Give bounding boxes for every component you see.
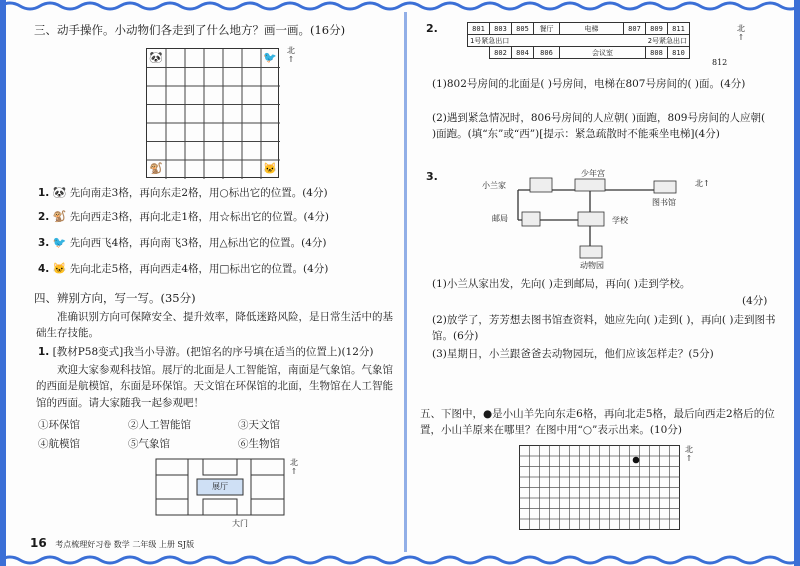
- cat-small-icon: 🐱: [52, 262, 67, 275]
- goat-position-dot: [633, 457, 640, 464]
- question-2-number: 2.: [426, 22, 438, 35]
- option-5: ⑤气象馆: [128, 438, 170, 451]
- library-label: 图书馆: [652, 198, 676, 207]
- zoo-building: [580, 246, 602, 258]
- right-edge-band: [794, 0, 800, 566]
- room-elevator: 电梯: [560, 23, 624, 35]
- q2-number: 2.: [38, 211, 50, 223]
- north-label-rooms: 北: [737, 24, 745, 33]
- question-4-1: [38, 344, 398, 360]
- q4-1-paragraph: 欢迎大家参观科技馆。展厅的北面是人工智能馆，南面是气象馆。气象馆的西面是航模馆，东面是环保馆。天文馆在环保馆的北面，生物馆在人工智能馆的西面。请大家随我一起参观吧！: [36, 364, 393, 409]
- exit-2-label: 2号紧急出口: [647, 36, 687, 45]
- room-807: 807: [624, 23, 646, 35]
- corridor: [468, 35, 690, 47]
- question-3-2: [38, 208, 329, 225]
- north-label-goat: 北: [685, 445, 693, 454]
- zoo-label: 动物园: [580, 261, 604, 270]
- room-812-label: 812: [712, 58, 728, 67]
- north-arrow-rooms-icon: ↑: [737, 33, 745, 42]
- north-label: 北: [287, 46, 295, 55]
- option-list: [38, 417, 378, 453]
- monkey-small-icon: 🐒: [52, 210, 67, 223]
- left-edge-band: [0, 0, 6, 566]
- section4-intro: 准确识别方向可保障安全、提升效率，降低迷路风险，是日常生活中的基础生存技能。: [36, 311, 393, 340]
- north-indicator-museum: [290, 458, 298, 476]
- north-arrow-icon: ↑: [287, 55, 295, 64]
- rooms-top-row: [468, 23, 690, 35]
- north-indicator-left: [287, 46, 295, 64]
- north-indicator-goat: [685, 445, 693, 463]
- north-label-map: 北: [695, 179, 703, 188]
- palace-label: 少年宫: [581, 169, 605, 178]
- q3-1: (1)小兰从家出发，先向( )走到邮局，再向( )走到学校。: [432, 278, 691, 290]
- panda-small-icon: 🐼: [52, 186, 67, 199]
- room-806: 806: [534, 47, 560, 59]
- q1-text: 先向南走3格，再向东走2格，用○标出它的位置。(4分): [69, 187, 328, 199]
- q2-text: 先向西走3格，再向北走1格，用☆标出它的位置。(4分): [69, 211, 329, 223]
- library-building: [654, 181, 676, 193]
- q4-number: 4.: [38, 263, 50, 275]
- page-spine: [404, 12, 407, 552]
- animal-grid-lines: [147, 49, 280, 179]
- option-1: ①环保馆: [38, 419, 80, 431]
- monkey-icon: 🐒: [149, 162, 163, 175]
- room-802: 802: [490, 47, 512, 59]
- hall-label: 展厅: [212, 482, 228, 491]
- option-3: ③天文馆: [238, 419, 280, 431]
- post-label: 邮局: [492, 214, 508, 223]
- option-4: ④航模馆: [38, 438, 80, 451]
- q3-text: 先向西飞4格，再向南飞3格，用△标出它的位置。(4分): [69, 237, 327, 249]
- room-804: 804: [512, 47, 534, 59]
- section3-title: 三、动手操作。小动物们各走到了什么地方？画一画。(16分): [34, 23, 346, 37]
- north-arrow-goat-icon: ↑: [685, 454, 693, 463]
- animal-grid[interactable]: [146, 48, 279, 178]
- north-label-museum: 北: [290, 458, 298, 467]
- exit-1-label: 1号紧急出口: [470, 36, 510, 45]
- room-blank: [468, 47, 490, 59]
- footer-text: 考点梳理好习卷 数学 二年级 上册 SJ版: [55, 540, 195, 549]
- north-arrow-map-icon: ↑: [703, 179, 710, 188]
- school-label: 学校: [612, 216, 628, 225]
- room-810: 810: [668, 47, 690, 59]
- cat-icon: 🐱: [263, 162, 277, 175]
- home-building: [530, 178, 552, 192]
- q4-1-number: 1.: [38, 346, 50, 358]
- room-808: 808: [646, 47, 668, 59]
- room-restaurant: 餐厅: [534, 23, 560, 35]
- room-803: 803: [490, 23, 512, 35]
- question-3-4: [38, 260, 328, 277]
- question-3-3: [38, 234, 327, 251]
- north-indicator-rooms: [737, 24, 745, 42]
- q3-2: (2)放学了，芳芳想去图书馆查资料，她应先向( )走到( )，再向( )走到图书馆。(6分): [432, 314, 776, 343]
- option-2: ②人工智能馆: [128, 419, 191, 431]
- room-801: 801: [468, 23, 490, 35]
- corridor-row: [468, 35, 690, 47]
- bird-icon: 🐦: [263, 51, 277, 64]
- section5-text: 五、下图中，●是小山羊先向东走6格，再向北走5格，最后向西走2格后的位置，小山羊原来在哪里？在图中用“○”表示出来。(10分): [420, 408, 775, 437]
- bottom-wave-border: [0, 554, 800, 566]
- page-footer: [30, 536, 194, 550]
- top-wave-border: [0, 0, 800, 12]
- north-indicator-map: [695, 178, 710, 189]
- school-building: [578, 212, 604, 226]
- q3-3: (3)星期日，小兰跟爸爸去动物园玩，他们应该怎样走？(5分): [432, 348, 714, 360]
- room-809: 809: [646, 23, 668, 35]
- q2-2: (2)遇到紧急情况时，806号房间的人应朝( )面跑，809号房间的人应朝( )面跑。(填“东”或“西”)[提示：紧急疏散时不能乘坐电梯](4分): [432, 112, 766, 141]
- q2-1: (1)802号房间的北面是( )号房间，电梯在807号房间的( )面。(4分): [432, 78, 746, 90]
- north-arrow-museum-icon: ↑: [290, 467, 298, 476]
- panda-icon: 🐼: [149, 51, 163, 64]
- question-3-1: [38, 184, 328, 201]
- q3-number: 3.: [38, 237, 50, 249]
- room-805: 805: [512, 23, 534, 35]
- route-map: [478, 176, 698, 272]
- q1-number: 1.: [38, 187, 50, 199]
- palace-building: [575, 179, 605, 191]
- bird-small-icon: 🐦: [52, 236, 67, 249]
- question-3-number: 3.: [426, 170, 438, 183]
- page-number: 16: [30, 536, 47, 550]
- section4-title: 四、辨别方向，写一写。(35分): [34, 291, 196, 305]
- home-label: 小兰家: [482, 181, 506, 190]
- post-building: [522, 212, 540, 226]
- q4-1-text: [教材P58变式]我当小导游。(把馆名的序号填在适当的位置上)(12分): [52, 346, 374, 358]
- room-table: [467, 22, 690, 59]
- room-meeting: 会议室: [560, 47, 646, 59]
- option-6: ⑥生物馆: [238, 438, 280, 451]
- room-811: 811: [668, 23, 690, 35]
- q3-1-score: (4分): [742, 295, 768, 307]
- q4-text: 先向北走5格，再向西走4格，用□标出它的位置。(4分): [69, 263, 329, 275]
- gate-label: 大门: [232, 519, 248, 528]
- rooms-bottom-row: [468, 47, 690, 59]
- goat-grid[interactable]: [519, 445, 681, 531]
- room-plan: [467, 22, 690, 59]
